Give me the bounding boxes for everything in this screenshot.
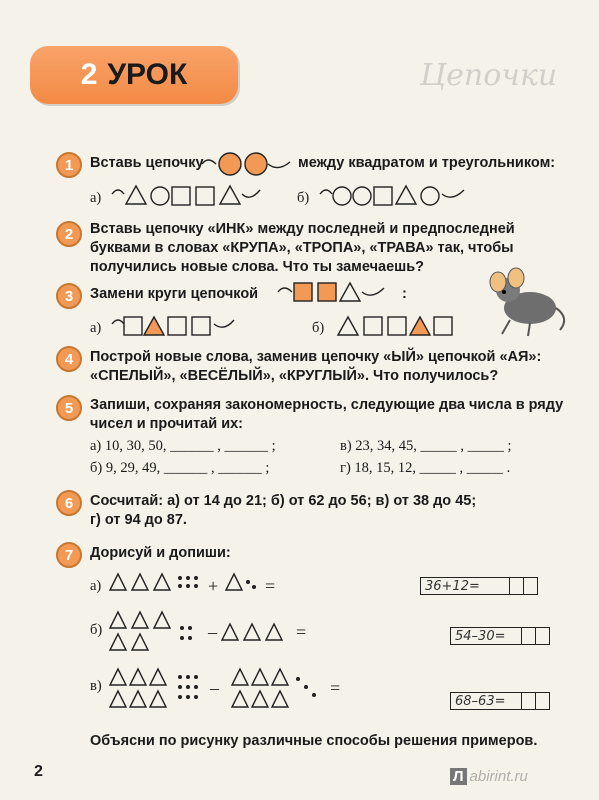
minus-sign: – — [208, 622, 217, 642]
task1-chain-a-icon — [110, 180, 270, 210]
page-number: 2 — [34, 763, 43, 780]
equals-sign: = — [330, 678, 341, 698]
equals-sign: = — [265, 576, 276, 596]
answer-v-text: 68–63= — [455, 694, 506, 709]
watermark-text: abirint.ru — [469, 768, 528, 785]
task5-item-b: б) 9, 29, 49, ______ , ______ ; — [90, 460, 270, 476]
task7-option-a: а) — [90, 578, 102, 594]
task4-line1: Построй новые слова, заменив цепочку «ЫЙ» цепочкой «АЯ»: — [90, 349, 542, 365]
task7-text: Дорисуй и допиши: — [90, 545, 231, 561]
task1-option-a: а) — [90, 190, 102, 206]
task-number-badge: 4 — [56, 346, 82, 372]
mouse-illustration — [480, 268, 570, 338]
task-number-badge: 6 — [56, 490, 82, 516]
task2-line2: буквами в словах «КРУПА», «ТРОПА», «ТРАВА» так, чтобы — [90, 240, 514, 256]
task3-text: Замени круги цепочкой — [90, 286, 259, 302]
task3-chain-b-icon — [330, 310, 470, 340]
task1-option-b: б) — [297, 190, 310, 206]
task7-option-b: б) — [90, 622, 103, 638]
task4-line2: «СПЕЛЫЙ», «ВЕСЁЛЫЙ», «КРУГЛЫЙ». Что получилось? — [90, 368, 499, 384]
minus-sign: – — [210, 678, 219, 698]
equals-sign: = — [296, 622, 307, 642]
lesson-number: 2 — [80, 58, 98, 91]
background-title: Цепочки — [420, 58, 558, 93]
task5-item-g: г) 18, 15, 12, _____ , _____ . — [340, 460, 511, 476]
task6-line2: г) от 94 до 87. — [90, 512, 187, 528]
answer-b-text: 54–30= — [455, 629, 506, 644]
task-number-badge: 3 — [56, 283, 82, 309]
task2-line1: Вставь цепочку «ИНК» между последней и предпоследней — [90, 221, 515, 237]
task3-chain-a-icon — [110, 310, 270, 340]
answer-a-text: 36+12= — [425, 579, 480, 594]
task-number-badge: 2 — [56, 221, 82, 247]
lesson-word: УРОК — [107, 58, 188, 91]
footer-instruction: Объясни по рисунку различные способы решения примеров. — [90, 733, 538, 749]
task-number-badge: 1 — [56, 152, 82, 178]
task3-option-b: б) — [312, 320, 325, 336]
task3-option-a: а) — [90, 320, 102, 336]
plus-sign: + — [208, 576, 219, 596]
answer-box-b[interactable] — [450, 627, 550, 645]
task1-chain-b-icon — [318, 180, 498, 210]
task-number-badge: 7 — [56, 542, 82, 568]
answer-box-a[interactable] — [420, 577, 538, 595]
task5-line1: Запиши, сохраняя закономерность, следующие два числа в ряду — [90, 397, 564, 413]
task7-option-v: в) — [90, 678, 102, 694]
watermark — [450, 768, 528, 785]
task-number-badge: 5 — [56, 395, 82, 421]
task7-v-picture — [108, 665, 348, 713]
watermark-logo: Л — [450, 768, 467, 785]
task2-line3: получились новые слова. Что ты замечаешь? — [90, 259, 425, 275]
task5-line2: чисел и прочитай их: — [90, 416, 244, 432]
task1-text-before: Вставь цепочку — [90, 155, 204, 171]
task5-item-v: в) 23, 34, 45, _____ , _____ ; — [340, 438, 512, 454]
task7-a-picture — [108, 568, 258, 596]
chain-squares-triangle-icon — [276, 278, 400, 306]
answer-box-v[interactable] — [450, 692, 550, 710]
lesson-header — [30, 46, 238, 104]
task6-line1: Сосчитай: а) от 14 до 21; б) от 62 до 56; в) от 38 до 45; — [90, 493, 477, 509]
task5-item-a: а) 10, 30, 50, ______ , ______ ; — [90, 438, 276, 454]
chain-two-circles-icon — [200, 152, 292, 176]
task1-text-after: между квадратом и треугольником: — [298, 155, 556, 171]
task3-colon: : — [402, 286, 407, 302]
